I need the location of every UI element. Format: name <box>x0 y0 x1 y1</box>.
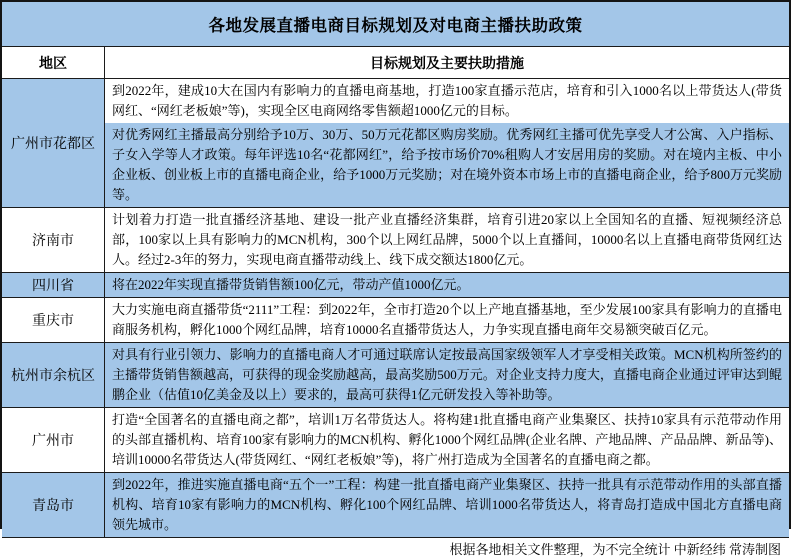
region-cell: 杭州市余杭区 <box>2 343 105 408</box>
column-header-measures: 目标规划及主要扶助措施 <box>105 47 789 79</box>
measure-paragraph: 打造“全国著名的直播电商之都”，培训1万名带货达人。将构建1批直播电商产业集聚区、扶持10家具有示范带动作用的头部直播机构、培育100家有影响力的MCN机构、孵化1000个网红品牌(企业名牌、产地品牌、产品品牌、新品等)、培训10000名带货达人(带货网红、“网红老板娘”等)，将广州打造成为全国著名的直播电商之都。 <box>105 408 789 472</box>
region-cell: 广州市花都区 <box>2 79 105 208</box>
measures-cell <box>105 343 789 408</box>
measures-cell <box>105 473 789 538</box>
measures-cell <box>105 208 789 273</box>
measure-paragraph: 到2022年，推进实施直播电商“五个一”工程：构建一批直播电商产业集聚区、扶持一批具有示范带动作用的头部直播机构、培育10家有影响力的MCN机构、孵化100个网红品牌、培训1000名带货达人，将青岛打造成中国北方直播电商领先城市。 <box>105 473 789 537</box>
measures-cell <box>105 408 789 473</box>
measures-cell <box>105 298 789 343</box>
region-cell: 青岛市 <box>2 473 105 538</box>
table-footer-source: 根据各地相关文件整理，为不完全统计 中新经纬 常涛制图 <box>449 542 781 557</box>
measures-cell <box>105 79 789 208</box>
measure-paragraph: 对优秀网红主播最高分别给予10万、30万、50万元花都区购房奖励。优秀网红主播可优先享受人才公寓、入户指标、子女入学等人才政策。每年评选10名“花都网红”，给予按市场价70%租购人才安居用房的奖励。对在境内主板、中小企业板、创业板上市的直播电商企业，给予1000万元奖励；对在境外资本市场上市的直播电商企业，给予800万元奖励等。 <box>105 123 789 207</box>
measures-cell <box>105 273 789 298</box>
measure-paragraph: 到2022年，建成10大在国内有影响力的直播电商基地，打造100家直播示范店，培育和引入1000名以上带货达人(带货网红、“网红老板娘”等)，实现全区电商网络零售额超1000亿元的目标。 <box>105 79 789 123</box>
table-title: 各地发展直播电商目标规划及对电商主播扶助政策 <box>2 2 789 47</box>
column-header-region: 地区 <box>2 47 105 79</box>
measure-paragraph: 对具有行业引领力、影响力的直播电商人才可通过联席认定按最高国家级领军人才享受相关政策。MCN机构所签约的主播带货销售额越高，可获得的现金奖励越高，最高奖励500万元。对企业支持力度大，直播电商企业通过评审达到鲲鹏企业（估值10亿美金及以上）要求的，最高可获得1亿元研发投入等补助等。 <box>105 343 789 407</box>
region-cell: 济南市 <box>2 208 105 273</box>
region-cell: 重庆市 <box>2 298 105 343</box>
region-cell: 广州市 <box>2 408 105 473</box>
measure-paragraph: 大力实施电商直播带货“2111”工程：到2022年，全市打造20个以上产地直播基地，至少发展100家具有影响力的直播电商服务机构，孵化1000个网红品牌，培育10000名直播带货达人，力争实现直播电商年交易额突破百亿元。 <box>105 298 789 342</box>
region-cell: 四川省 <box>2 273 105 298</box>
measure-paragraph: 计划着力打造一批直播经济基地、建设一批产业直播经济集群，培育引进20家以上全国知名的直播、短视频经济总部，100家以上具有影响力的MCN机构，300个以上网红品牌，5000个以上直播间，10000名以上直播电商带货网红达人。经过2-3年的努力，实现电商直播带动线上、线下成交额达1800亿元。 <box>105 208 789 272</box>
measure-paragraph: 将在2022年实现直播带货销售额100亿元，带动产值1000亿元。 <box>105 273 789 297</box>
